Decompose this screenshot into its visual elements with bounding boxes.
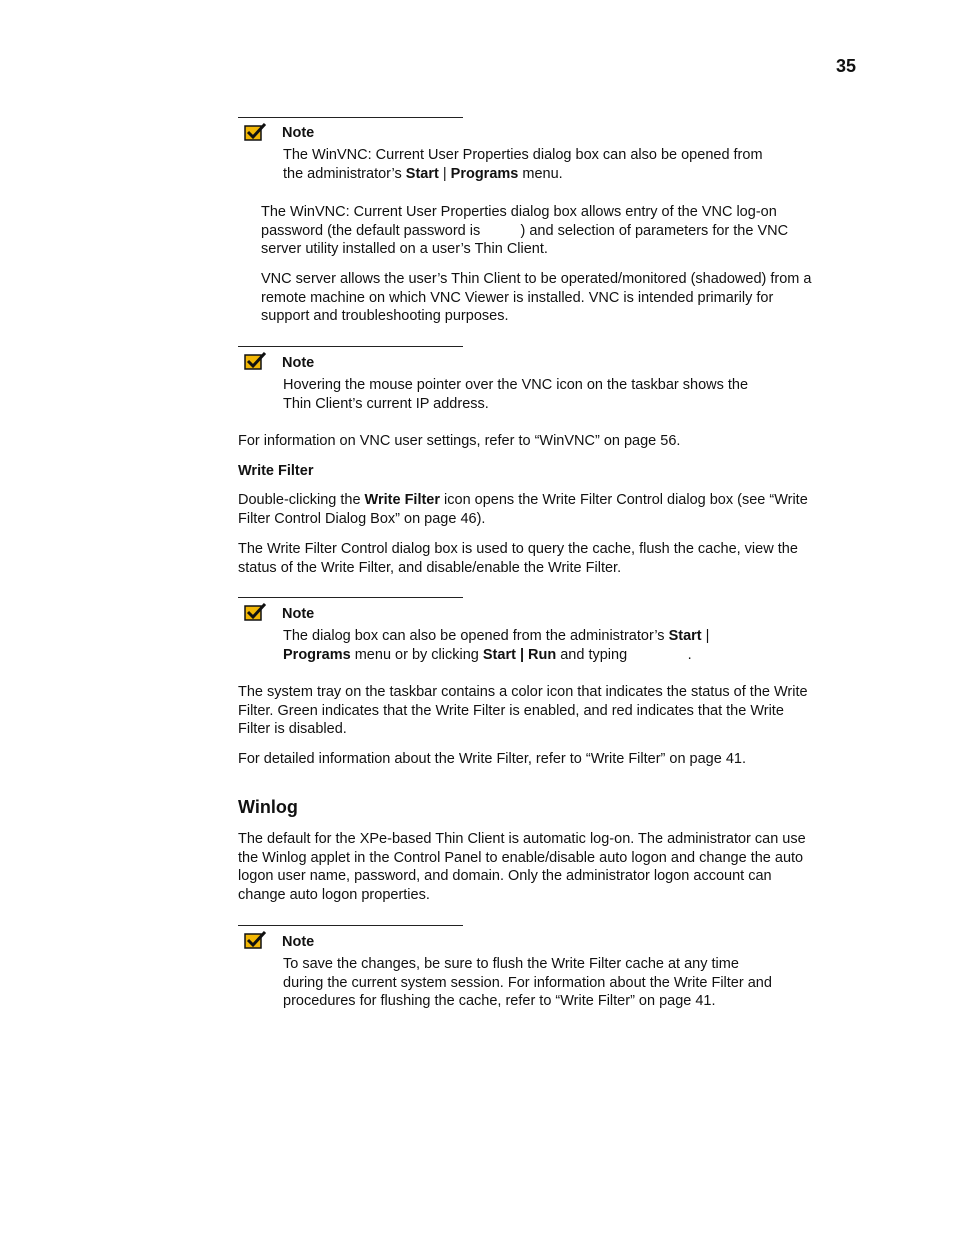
- paragraph: VNC server allows the user’s Thin Client to be operated/monitored (shadowed) from a remote machine on which VNC Viewer is installed. VNC is intended primarily for support and troubleshooting purposes.: [261, 271, 812, 325]
- paragraph: The WinVNC: Current User Properties dialog box allows entry of the VNC log-on password (the default password is ) and selection of parameters for the VNC server utility installed on a user’s Thin Client.: [261, 204, 789, 258]
- paragraph: For detailed information about the Write Filter, refer to “Write Filter” on page 41.: [238, 751, 746, 767]
- note-divider: [238, 597, 463, 598]
- check-box-icon: [244, 931, 266, 949]
- note-text: The dialog box can also be opened from the administrator’s Start | Programs menu or by clicking Start | Run and typing .: [283, 628, 710, 663]
- check-box-icon: [244, 123, 266, 141]
- paragraph: Double-clicking the Write Filter icon opens the Write Filter Control dialog box (see “Write Filter Control Dialog Box” on page 46).: [238, 492, 808, 527]
- subheading-write-filter: Write Filter: [238, 463, 314, 479]
- note-text: The WinVNC: Current User Properties dialog box can also be opened from the administrator’s Start | Programs menu.: [283, 147, 763, 182]
- paragraph: The system tray on the taskbar contains a color icon that indicates the status of the Write Filter. Green indicates that the Write Filter is enabled, and red indicates that the Write Filter is disabled.: [238, 684, 808, 738]
- note-divider: [238, 117, 463, 118]
- check-box-icon: [244, 603, 266, 621]
- note-divider: [238, 925, 463, 926]
- note-label: Note: [282, 355, 315, 371]
- section-heading-winlog: Winlog: [238, 797, 298, 817]
- note-text: To save the changes, be sure to flush the Write Filter cache at any time during the current system session. For information about the Write Filter and procedures for flushing the cache, refer to “Write Filter” on page 41.: [283, 956, 772, 1010]
- paragraph: The default for the XPe-based Thin Client is automatic log-on. The administrator can use the Winlog applet in the Control Panel to enable/disable auto logon and change the auto logon user name, password, and domain. Only the administrator logon account can change auto logon properties.: [238, 831, 806, 904]
- paragraph: For information on VNC user settings, refer to “WinVNC” on page 56.: [238, 433, 681, 449]
- note-label: Note: [282, 606, 315, 622]
- note-divider: [238, 346, 463, 347]
- paragraph: The Write Filter Control dialog box is used to query the cache, flush the cache, view the status of the Write Filter, and disable/enable the Write Filter.: [238, 541, 798, 576]
- note-text: Hovering the mouse pointer over the VNC icon on the taskbar shows the Thin Client’s current IP address.: [283, 377, 749, 412]
- note-label: Note: [282, 934, 315, 950]
- note-label: Note: [282, 125, 315, 141]
- page-number: 35: [835, 56, 856, 76]
- check-box-icon: [244, 352, 266, 370]
